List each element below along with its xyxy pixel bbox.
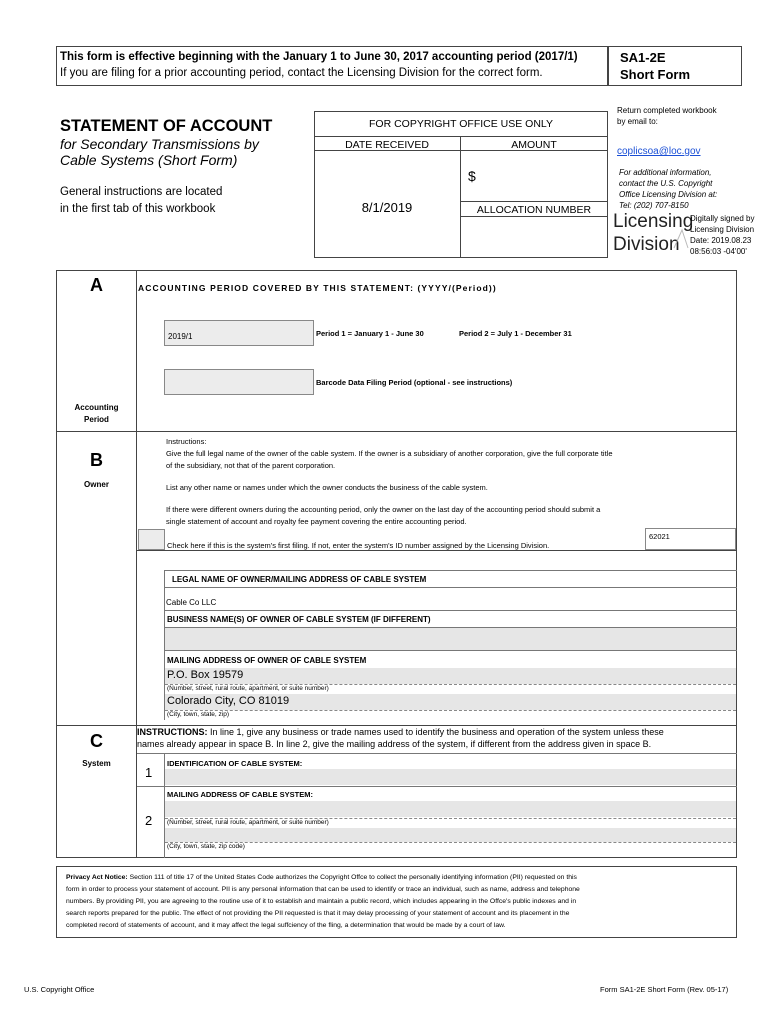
prior-period-line: If you are filing for a prior accounting period, contact the Licensing Division for the correct form. [60, 67, 543, 79]
line1-label: IDENTIFICATION OF CABLE SYSTEM: [167, 759, 303, 768]
office-use-box [314, 111, 608, 258]
office-use-heading: FOR COPYRIGHT OFFICE USE ONLY [369, 118, 553, 130]
effective-line: This form is effective beginning with the January 1 to June 30, 2017 accounting period (2017/1) [60, 51, 578, 63]
date-received-label: DATE RECEIVED [345, 139, 429, 151]
return-email-link[interactable]: coplicsoa@loc.gov [617, 146, 701, 157]
line1-number: 1 [145, 765, 153, 780]
legal-name-input[interactable] [165, 588, 736, 610]
c-street-caption: (Number, street, rural route, apartment, or suite number) [167, 819, 329, 826]
info-line3: Office Licensing Division at: [619, 190, 718, 199]
allocation-top-line [460, 201, 608, 202]
mailing-label: MAILING ADDRESS OF OWNER OF CABLE SYSTEM [167, 656, 367, 665]
mailing-street-value: P.O. Box 19579 [167, 669, 244, 681]
city-underline [165, 710, 736, 711]
signed-line2: Licensing Division [690, 225, 755, 234]
footer-right: Form SA1-2E Short Form (Rev. 05-17) [600, 985, 729, 994]
section-c-instr-bottom [137, 753, 737, 754]
office-use-divider [314, 136, 608, 137]
privacy-line5: completed record of statements of account, and it may affect the legal suffciency of the fling, a determination that would be made by a court of law. [66, 922, 506, 929]
form-code: SA1-2E [620, 50, 666, 65]
page-title: STATEMENT OF ACCOUNT [60, 117, 273, 135]
return-line1: Return completed workbook [617, 106, 717, 115]
info-line1: For additional information, [619, 168, 712, 177]
section-a-bottom [56, 431, 737, 432]
system-id-value: 62021 [649, 532, 670, 541]
section-b-instr1: Give the full legal name of the owner of the cable system. If the owner is a subsidiary of another corporation, give the full corporate title [166, 449, 613, 458]
allocation-bottom-line [460, 216, 608, 217]
legal-name-label: LEGAL NAME OF OWNER/MAILING ADDRESS OF CABLE SYSTEM [172, 575, 427, 584]
city-caption: (City, town, state, zip) [167, 711, 230, 718]
section-c-instr1 [137, 727, 664, 737]
section-a-letter: A [90, 275, 103, 295]
business-name-input[interactable] [165, 628, 736, 650]
section-b-instr3: List any other name or names under which the owner conducts the business of the cable system. [166, 483, 488, 492]
section-c-instr1-text: In line 1, give any business or trade names used to identify the business and operation of the system unless these [207, 727, 664, 737]
general-instructions-line2: in the first tab of this workbook [60, 203, 216, 215]
date-received-value: 8/1/2019 [361, 200, 413, 215]
cable-system-street-input[interactable] [165, 801, 736, 817]
mailing-city-input[interactable] [165, 694, 736, 710]
section-a-heading: ACCOUNTING PERIOD COVERED BY THIS STATEMENT: (YYYY/(Period)) [138, 283, 497, 293]
cable-system-city-input[interactable] [165, 828, 736, 842]
signature-name-line1: Licensing [613, 211, 694, 232]
privacy-bold: Privacy Act Notice: [66, 874, 128, 881]
barcode-label: Barcode Data Filing Period (optional - see instructions) [316, 378, 513, 387]
accounting-period-input[interactable] [164, 320, 314, 346]
section-a-side-label1: Accounting [74, 403, 119, 412]
section-b-letter: B [90, 450, 103, 470]
privacy-line3: numbers. By providing PII, you are agreeing to the routine use of it to establish and maintain a public record, which includes appearing in the Offce's public indexes and in [66, 898, 577, 905]
signed-line3: Date: 2019.08.23 [690, 236, 752, 245]
section-b-instr-title: Instructions: [166, 437, 207, 446]
mailing-street-input[interactable] [165, 668, 736, 684]
business-name-label: BUSINESS NAME(S) OF OWNER OF CABLE SYSTEM (IF DIFFERENT) [167, 615, 431, 624]
section-b-instr5: single statement of account and royalty fee payment covering the entire accounting period. [166, 517, 467, 526]
subtitle-line2: Cable Systems (Short Form) [60, 152, 238, 168]
subtitle-line1: for Secondary Transmissions by [60, 136, 259, 152]
system-id-input[interactable] [645, 528, 736, 550]
legal-name-value: Cable Co LLC [166, 598, 217, 607]
legal-name-bottom [164, 610, 737, 611]
section-c-letter: C [90, 731, 103, 751]
line2-label: MAILING ADDRESS OF CABLE SYSTEM: [167, 790, 313, 799]
signature-check-icon [672, 226, 692, 252]
first-filing-divider [137, 550, 737, 551]
return-line2: by email to: [617, 117, 658, 126]
c-city-caption: (City, town, state, zip code) [167, 843, 245, 850]
owner-top-line [164, 570, 737, 571]
street-caption: (Number, street, rural route, apartment, or suite number) [167, 685, 329, 692]
first-filing-label: Check here if this is the system's first filing. If not, enter the system's ID number assigned by the Licensing Division. [167, 541, 550, 550]
section-b-instr2: of the subsidiary, not that of the parent corporation. [166, 461, 336, 470]
section-b-bottom [56, 725, 737, 726]
amount-label: AMOUNT [511, 139, 557, 151]
c-city-underline [165, 842, 736, 843]
mailing-city-value: Colorado City, CO 81019 [167, 695, 290, 707]
section-c-instr2: names already appear in space B. In line 2, give the mailing address of the system, if different from the address given in space B. [137, 739, 652, 749]
privacy-line2: form in order to process your statement of account. PII is any personal information that can be used to identify or trace an individual, such as name, address and telephone [66, 886, 580, 893]
signature-name-line2: Division [613, 234, 680, 255]
privacy-line1-text: Section 111 of title 17 of the United States Code authorizes the Copyright Offce to collect the personally identifying information (PII) requested on this [127, 874, 577, 881]
general-instructions-line1: General instructions are located [60, 186, 223, 198]
section-b-side-label: Owner [84, 480, 109, 489]
business-name-bottom [164, 650, 737, 651]
section-a-side-label2: Period [84, 415, 109, 424]
section-c-side-label: System [82, 759, 111, 768]
dollar-sign: $ [468, 168, 476, 184]
cable-system-id-input[interactable] [165, 769, 736, 785]
signed-line4: 08:56:03 -04'00' [690, 247, 747, 256]
first-filing-checkbox[interactable] [138, 529, 165, 550]
form-type: Short Form [620, 67, 691, 82]
privacy-line1 [66, 874, 577, 881]
allocation-number-label: ALLOCATION NUMBER [476, 204, 592, 216]
footer-left: U.S. Copyright Office [24, 985, 95, 994]
info-line2: contact the U.S. Copyright [619, 179, 713, 188]
period1-legend: Period 1 = January 1 - June 30 [316, 329, 424, 338]
period2-legend: Period 2 = July 1 - December 31 [459, 329, 572, 338]
office-use-vdivider [460, 136, 461, 258]
line1-bottom [137, 786, 737, 787]
signed-line1: Digitally signed by [690, 214, 755, 223]
left-column-divider [136, 270, 137, 858]
accounting-period-value: 2019/1 [168, 332, 193, 341]
line2-number: 2 [145, 813, 153, 828]
privacy-line4: search reports prepared for the public. The effect of not providing the PII requested is that it may delay processing of your statement of account and its placement in the [66, 910, 570, 917]
section-b-instr4: If there were different owners during the accounting period, only the owner on the last day of the accounting period should submit a [166, 505, 601, 514]
info-tel: Tel: (202) 707-8150 [619, 201, 689, 210]
section-c-instr-bold: INSTRUCTIONS: [137, 727, 208, 737]
barcode-period-input[interactable] [164, 369, 314, 395]
